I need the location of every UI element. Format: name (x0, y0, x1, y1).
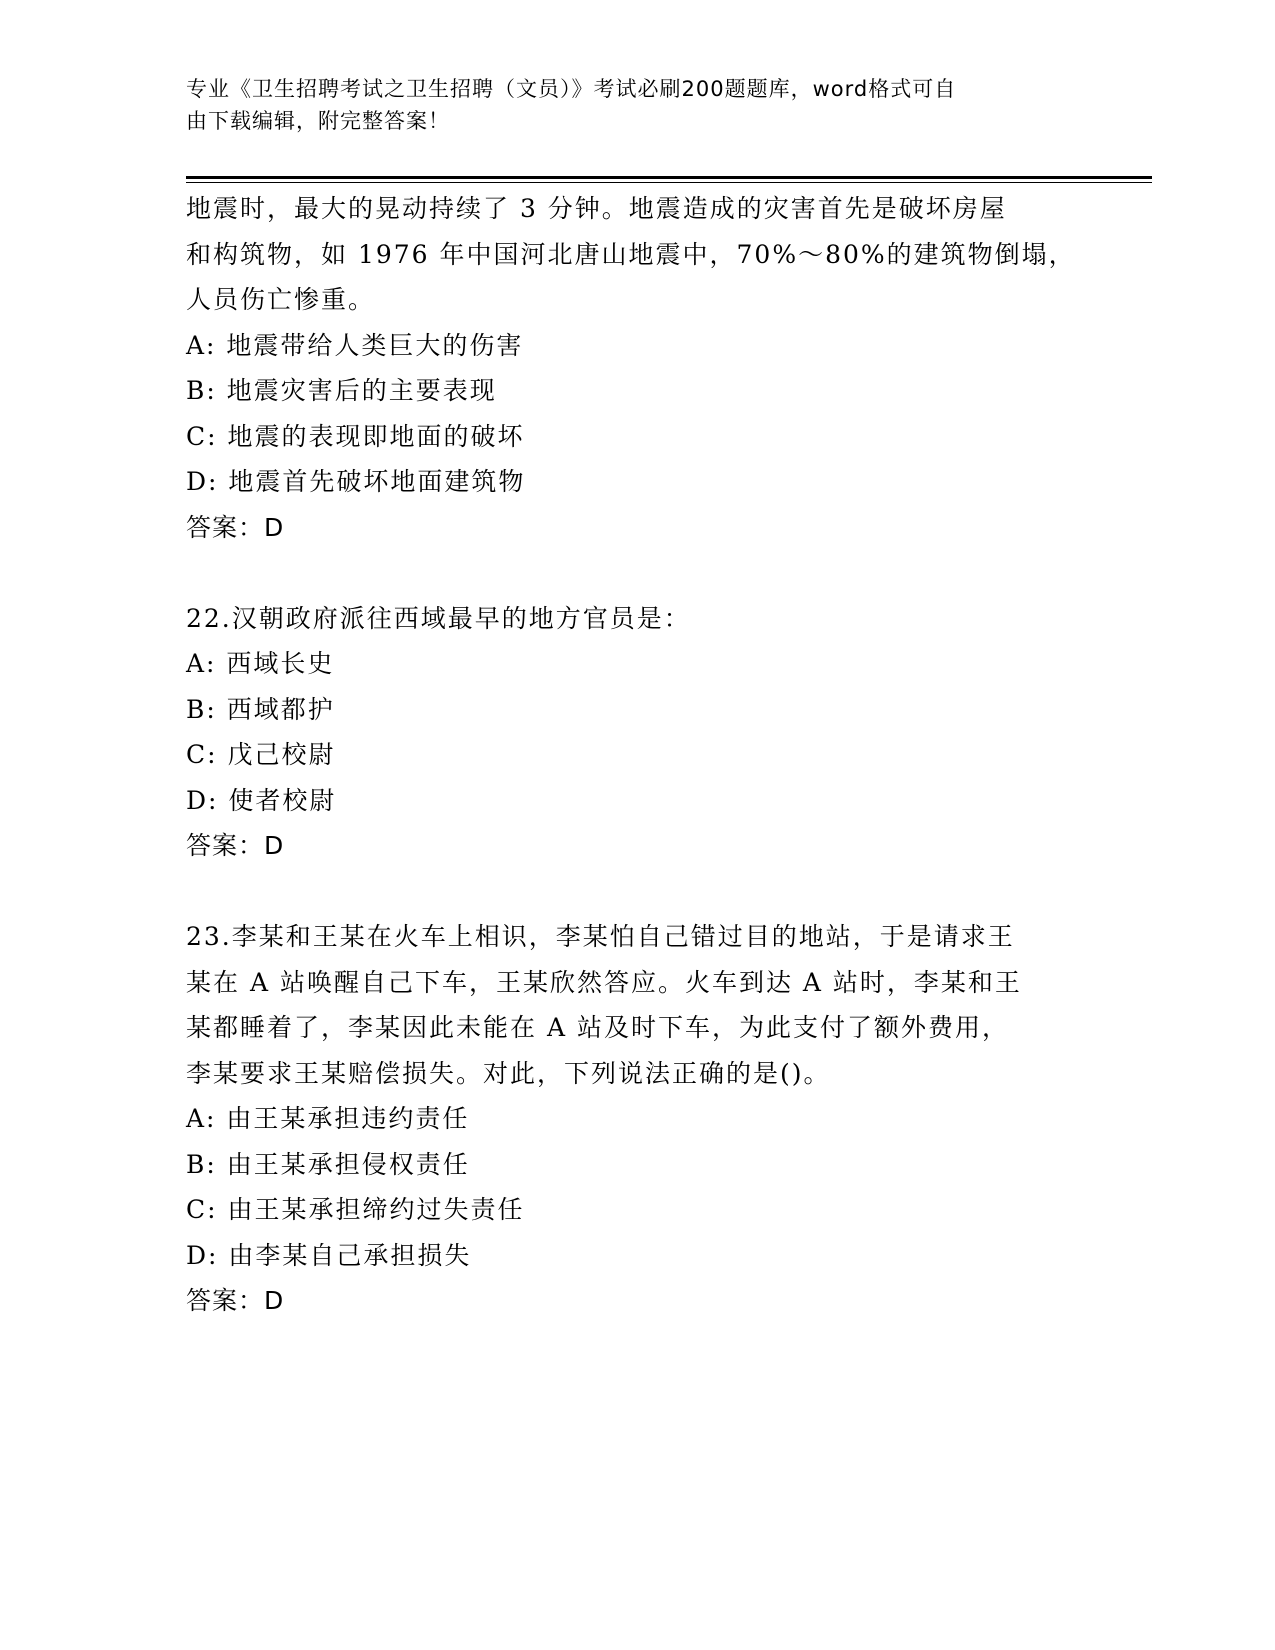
option-d: D: 由李某自己承担损失 (186, 1240, 472, 1270)
document-header (186, 73, 1066, 137)
option-b: B: 西域都护 (186, 694, 335, 724)
passage-line: 地震时，最大的晃动持续了 3 分钟。地震造成的灾害首先是破坏房屋 (186, 194, 1007, 223)
spacer (186, 550, 1086, 596)
question-22-block (186, 596, 1086, 869)
option-b: B: 地震灾害后的主要表现 (186, 376, 497, 405)
option-d: D: 使者校尉 (186, 785, 337, 815)
header-line-2: 由下载编辑，附完整答案！ (186, 109, 450, 133)
header-line-1: 专业《卫生招聘考试之卫生招聘（文员）》考试必刷200题题库，word格式可自 (186, 77, 957, 101)
header-divider-thin (186, 182, 1152, 183)
question-stem: 22.汉朝政府派往西域最早的地方官员是： (186, 603, 691, 633)
passage-line: 人员伤亡惨重。 (186, 285, 376, 314)
question-stem: 某在 A 站唤醒自己下车，王某欣然答应。火车到达 A 站时，李某和王 (186, 967, 1022, 997)
document-body (186, 186, 1086, 1324)
answer-line: 答案：D (186, 512, 285, 542)
option-d: D: 地震首先破坏地面建筑物 (186, 467, 526, 496)
option-c: C: 地震的表现即地面的破坏 (186, 421, 525, 451)
question-21-block (186, 186, 1086, 550)
option-c: C: 由王某承担缔约过失责任 (186, 1195, 525, 1224)
option-c: C: 戊己校尉 (186, 740, 336, 769)
header-divider-thick (186, 176, 1152, 179)
question-stem: 李某要求王某赔偿损失。对此，下列说法正确的是()。 (186, 1058, 831, 1088)
question-23-block (186, 914, 1086, 1324)
question-stem: 23.李某和王某在火车上相识，李某怕自己错过目的地站，于是请求王 (186, 922, 1015, 951)
passage-line: 和构筑物，如 1976 年中国河北唐山地震中，70%～80%的建筑物倒塌， (186, 239, 1076, 269)
question-stem: 某都睡着了，李某因此未能在 A 站及时下车，为此支付了额外费用， (186, 1013, 1009, 1042)
answer-line: 答案：D (186, 1286, 285, 1315)
option-a: A: 地震带给人类巨大的伤害 (186, 330, 524, 360)
answer-line: 答案：D (186, 831, 285, 860)
spacer (186, 869, 1086, 915)
option-b: B: 由王某承担侵权责任 (186, 1149, 470, 1179)
option-a: A: 由王某承担违约责任 (186, 1104, 470, 1133)
option-a: A: 西域长史 (186, 649, 335, 678)
